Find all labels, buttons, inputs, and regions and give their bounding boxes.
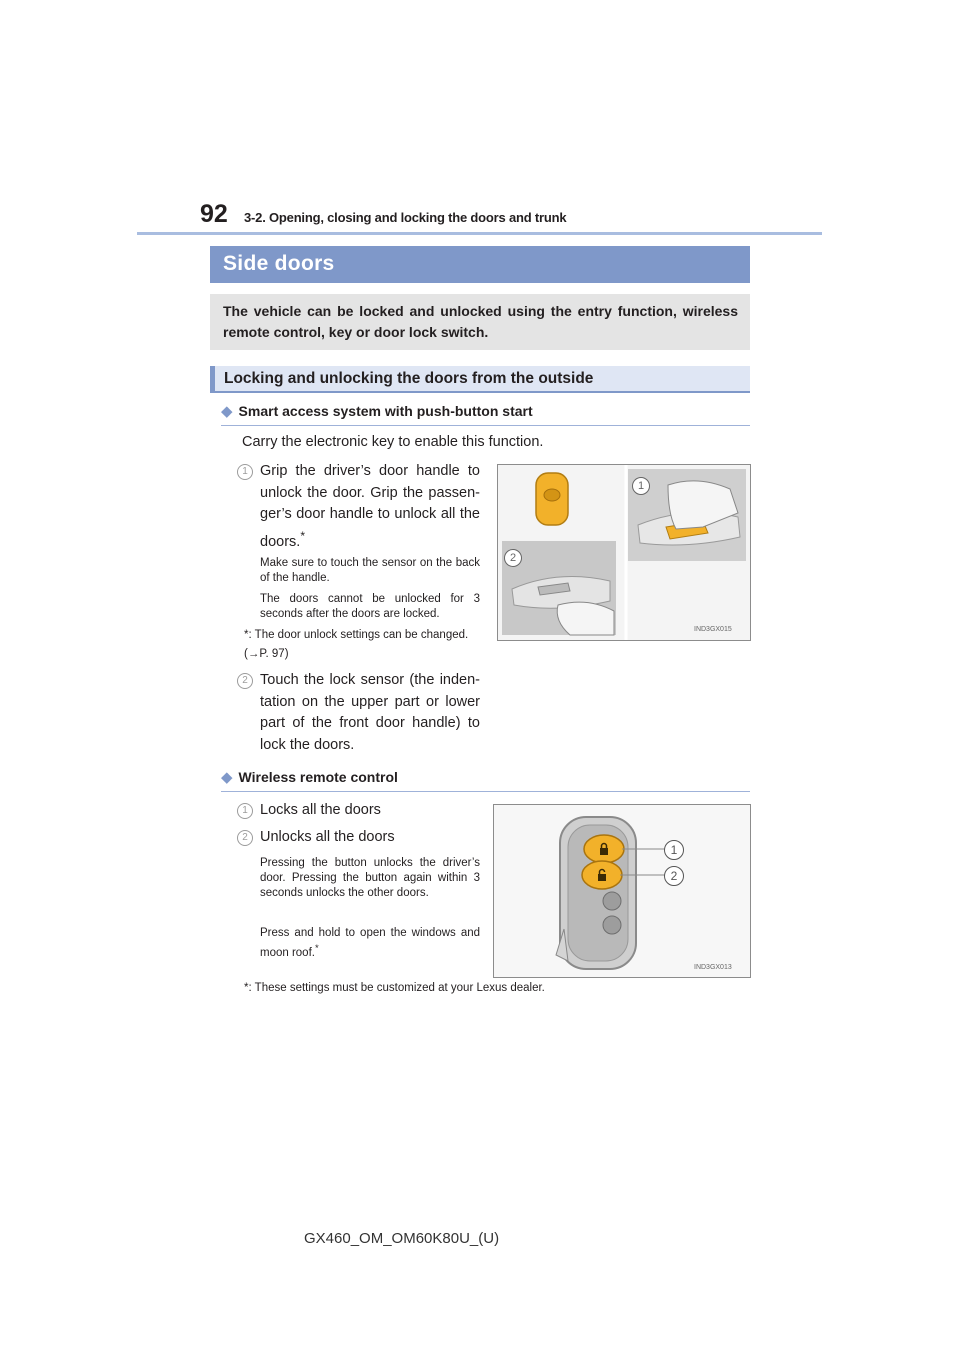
smart-access-heading-text: Smart access system with push-button start (238, 403, 533, 419)
step-number-1: 1 (237, 464, 253, 480)
heading-rule (221, 425, 750, 426)
header-rule (137, 232, 822, 235)
section-title-band (210, 246, 750, 283)
item2-text: Unlocks all the doors (260, 829, 395, 845)
footnote-asterisk: * (244, 982, 249, 994)
figure-code: IND3GX013 (694, 964, 732, 971)
item-number-1: 1 (237, 803, 253, 819)
footnote-text: : These settings must be customized at your Lexus dealer. (248, 982, 545, 994)
diamond-bullet-icon: ◆ (221, 403, 233, 420)
step-number-2: 2 (237, 673, 253, 689)
footnote-asterisk: * (244, 629, 249, 641)
asterisk: * (314, 943, 319, 954)
document-code: GX460_OM_OM60K80U_(U) (304, 1230, 500, 1247)
subsection-title: Locking and unlocking the doors from the outside (224, 370, 594, 387)
door-handle-figure (497, 464, 751, 641)
smart-access-heading (221, 402, 533, 420)
step2-text: Touch the lock sensor (the inden-tation on the upper part or lower part of the front door handle) to lock the doors. (260, 672, 480, 753)
figure-code: IND3GX015 (694, 626, 732, 633)
door-handle-illustration (498, 465, 750, 640)
step1-note-1: Make sure to touch the sensor on the back of the handle. (260, 557, 480, 584)
chapter-title: 3-2. Opening, closing and locking the doors and trunk (244, 210, 567, 225)
wireless-heading (221, 768, 398, 786)
intro-box: The vehicle can be locked and unlocked using the entry function, wireless remote control, key or door lock switch. (210, 294, 750, 350)
key-fob-illustration (494, 805, 750, 977)
wireless-footnote (244, 979, 750, 998)
asterisk: * (300, 528, 306, 543)
smart-access-lead: Carry the electronic key to enable this function. (242, 434, 544, 450)
fob-callout-2: 2 (664, 866, 684, 886)
wireless-note-2 (260, 926, 480, 961)
page-number: 92 (200, 200, 228, 228)
step1-text (260, 461, 480, 553)
unlock-icon (593, 868, 611, 882)
wireless-note-1: Pressing the button unlocks the driver’s door. Pressing the button again within 3 seconds unlocks the other doors. (260, 857, 480, 899)
figure-callout-1: 1 (632, 477, 650, 495)
wireless-heading-text: Wireless remote control (238, 769, 398, 785)
key-fob-figure (493, 804, 751, 978)
lock-icon (595, 842, 613, 856)
diamond-bullet-icon: ◆ (221, 769, 233, 786)
item-number-2: 2 (237, 830, 253, 846)
step1-note-2: The doors cannot be unlocked for 3 seconds after the doors are locked. (260, 593, 480, 620)
item1-text: Locks all the doors (260, 802, 381, 818)
footnote-text: : The door unlock settings can be changed. (→P. 97) (244, 629, 469, 660)
subsection-header (210, 366, 750, 393)
figure-callout-2: 2 (504, 549, 522, 567)
heading-rule (221, 791, 750, 792)
step1-text-body: Grip the driver’s door handle to unlock the door. Grip the passen-ger’s door handle to unlock all the doors. (260, 463, 480, 550)
fob-callout-1: 1 (664, 840, 684, 860)
wireless-note-2-text: Press and hold to open the windows and moon roof. (260, 927, 480, 959)
step1-footnote (244, 626, 480, 664)
section-title: Side doors (223, 252, 335, 275)
